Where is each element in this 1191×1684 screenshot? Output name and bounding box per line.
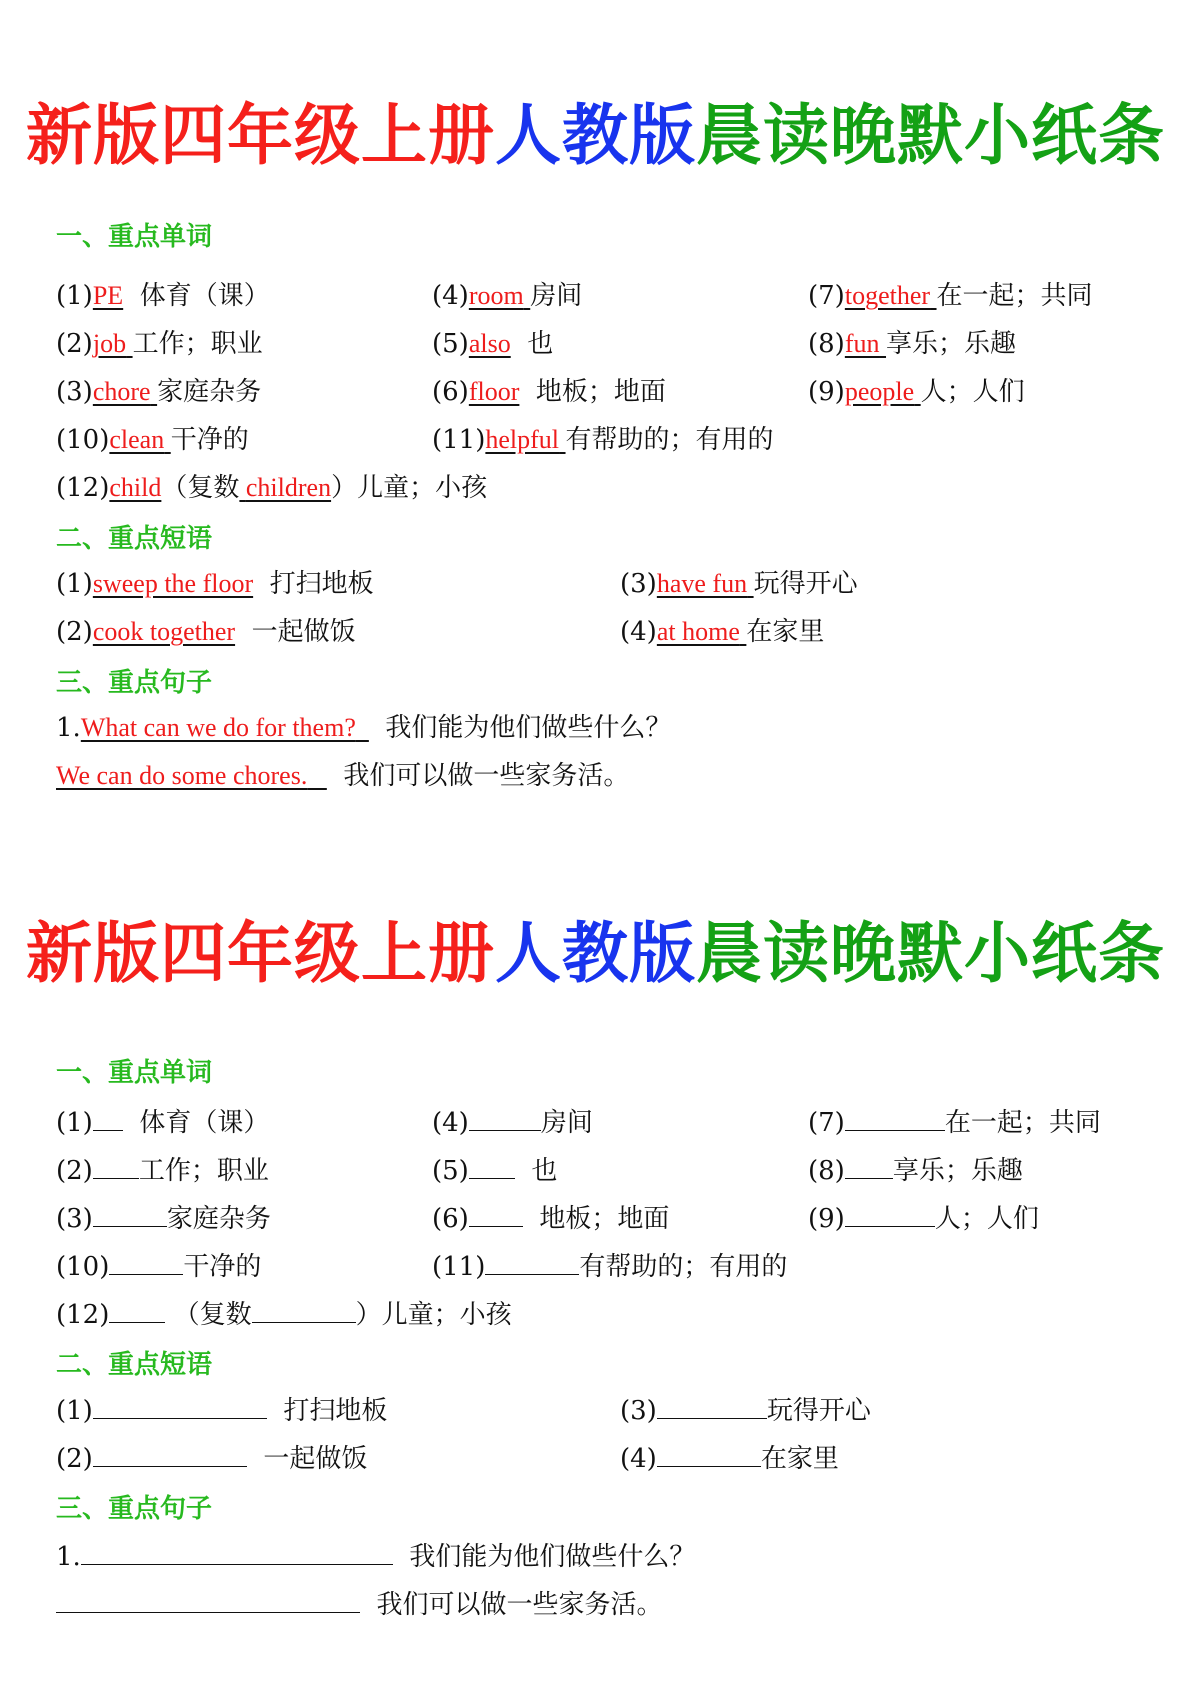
- sentence-blank-item: 1. 我们能为他们做些什么？: [56, 1536, 695, 1577]
- phrase-blank-item: (3) 玩得开心: [620, 1390, 871, 1431]
- sentence-blank-item: 我们可以做一些家务活。: [56, 1584, 663, 1625]
- title-part-2: 人教版: [495, 97, 696, 174]
- section-heading-words: 一、重点单词: [56, 222, 213, 252]
- word-blank-item: (6) 地板；地面: [432, 1198, 669, 1239]
- sentence-item: 1.What can we do for them? 我们能为他们做些什么？: [56, 713, 672, 743]
- title-part-2: 人教版: [495, 915, 696, 992]
- word-item: (12)child（复数 children）儿童；小孩: [56, 473, 488, 503]
- word-item: (11)helpful 有帮助的；有用的: [432, 425, 774, 455]
- word-item: (1)PE 体育（课）: [56, 281, 270, 311]
- word-blank-item: (2) 工作；职业: [56, 1150, 269, 1191]
- title-part-1: 新版四年级上册: [26, 97, 495, 174]
- word-blank-item: (11) 有帮助的；有用的: [432, 1246, 787, 1287]
- phrase-item: (4)at home 在家里: [620, 617, 825, 647]
- word-blank-item: (7) 在一起；共同: [808, 1102, 1101, 1143]
- phrase-blank-item: (4) 在家里: [620, 1438, 839, 1479]
- word-item: (2)job 工作；职业: [56, 329, 263, 359]
- word-blank-item: (5) 也: [432, 1150, 557, 1191]
- section-heading-sentences: 三、重点句子: [56, 668, 213, 698]
- word-blank-item: (4) 房间: [432, 1102, 593, 1143]
- section-heading-phrases: 二、重点短语: [56, 524, 213, 554]
- word-item: (4)room 房间: [432, 281, 583, 311]
- section-heading-words: 一、重点单词: [56, 1058, 213, 1088]
- word-blank-item: (12) （复数 ）儿童；小孩: [56, 1294, 512, 1335]
- sentence-item: We can do some chores. 我们可以做一些家务活。: [56, 761, 630, 791]
- word-blank-item: (8) 享乐；乐趣: [808, 1150, 1023, 1191]
- word-blank-item: (1) 体育（课）: [56, 1102, 269, 1143]
- word-blank-item: (3) 家庭杂务: [56, 1198, 271, 1239]
- page-title: [0, 82, 1191, 177]
- title-part-3: 晨读晚默小纸条: [696, 915, 1165, 992]
- phrase-item: (2)cook together 一起做饭: [56, 617, 356, 647]
- word-item: (8)fun 享乐；乐趣: [808, 329, 1017, 359]
- title-part-3: 晨读晚默小纸条: [696, 97, 1165, 174]
- word-item: (7)together 在一起；共同: [808, 281, 1093, 311]
- section-heading-phrases: 二、重点短语: [56, 1350, 213, 1380]
- title-part-1: 新版四年级上册: [26, 915, 495, 992]
- word-item: (10)clean 干净的: [56, 425, 249, 455]
- page-title: [0, 900, 1191, 995]
- section-heading-sentences: 三、重点句子: [56, 1494, 213, 1524]
- phrase-blank-item: (1) 打扫地板: [56, 1390, 387, 1431]
- phrase-item: (1)sweep the floor 打扫地板: [56, 569, 374, 599]
- word-blank-item: (10) 干净的: [56, 1246, 261, 1287]
- phrase-item: (3)have fun 玩得开心: [620, 569, 858, 599]
- word-item: (3)chore 家庭杂务: [56, 377, 262, 407]
- word-blank-item: (9) 人；人们: [808, 1198, 1039, 1239]
- word-item: (5)also 也: [432, 329, 554, 359]
- word-item: (6)floor 地板；地面: [432, 377, 666, 407]
- word-item: (9)people 人；人们: [808, 377, 1025, 407]
- phrase-blank-item: (2) 一起做饭: [56, 1438, 367, 1479]
